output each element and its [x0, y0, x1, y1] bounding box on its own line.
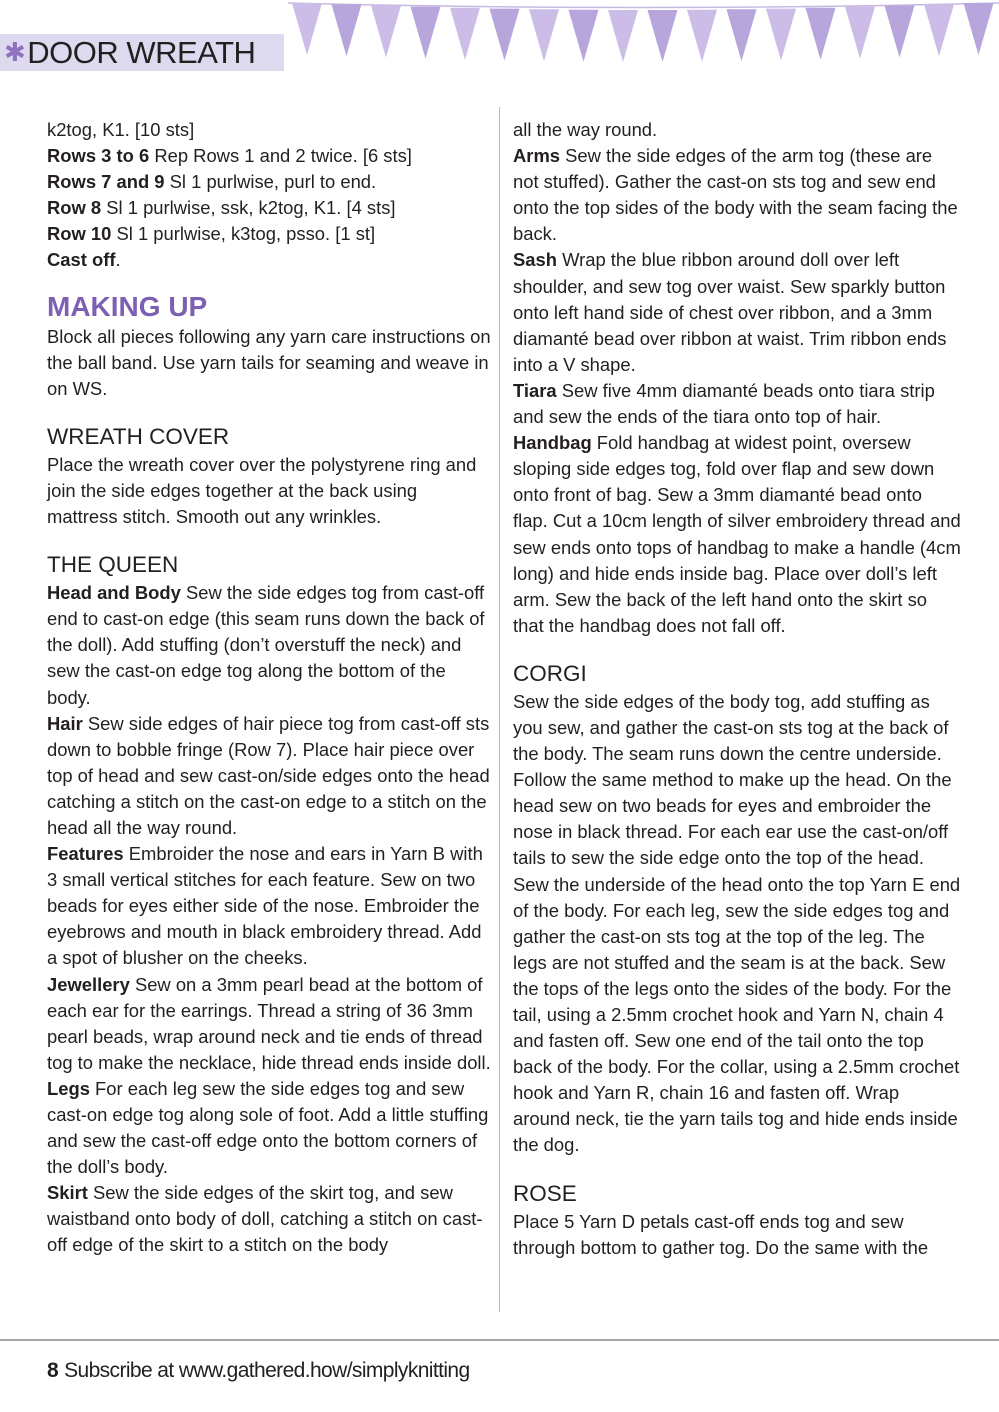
bunting-flag [687, 10, 717, 62]
making-up-text: Block all pieces following any yarn care instructions on the ball band. Use yarn tails for seaming and weave in on WS. [47, 325, 491, 399]
paragraph-handbag: Handbag Fold handbag at widest point, oversew sloping side edges tog, fold over flap and sew down onto front of bag. Sew a 3mm diamanté bead onto flap. Cut a 10cm length of silver embroidery thread and sew ends onto tops of handbag to make a handle (4cm long) and hide ends inside bag. Place over doll’s left arm. Sew the back of the left hand onto the skirt so that the handbag does not fall off. [513, 432, 961, 636]
footer-rule [0, 1339, 999, 1341]
bunting-decoration [288, 0, 999, 70]
paragraph-sash: Sash Wrap the blue ribbon around doll over left shoulder, and sew tog over waist. Sew sparkly button onto left hand side of chest over ribbon, and a 3mm diamanté bead over ribbon at waist. Trim ribbon ends into a V shape. [513, 249, 947, 375]
column-divider [499, 107, 500, 1312]
page-number: 8 [47, 1359, 59, 1382]
pattern-line: Rows 3 to 6 Rep Rows 1 and 2 twice. [6 sts] [47, 145, 412, 167]
bunting-flag [529, 9, 559, 61]
left-column [47, 117, 492, 1259]
pattern-line: k2tog, K1. [10 sts] [47, 119, 195, 140]
paragraph-hair: Hair Sew side edges of hair piece tog from cast-off sts down to bobble fringe (Row 7). Place hair piece over top of head and sew cast-on/side edges onto the head catching a stitch on the cast-on edge to a stitch on the head all the way round. [47, 712, 490, 838]
bunting-flag [411, 7, 441, 59]
bunting-flag [885, 6, 915, 58]
pattern-line: Rows 7 and 9 Sl 1 purlwise, purl to end. [47, 171, 377, 193]
heading-the-queen: THE QUEEN [47, 552, 179, 578]
bunting-flag [292, 3, 322, 55]
bunting-flag [845, 7, 875, 59]
bunting-flag [490, 9, 520, 61]
bunting-flag [806, 8, 836, 60]
wreath-cover-text: Place the wreath cover over the polystyrene ring and join the side edges together at the back using mattress stitch. Smooth out any wrinkles. [47, 453, 477, 528]
bunting-flag [332, 4, 362, 56]
star-icon: ✱ [4, 37, 26, 67]
bunting-flag [371, 6, 401, 58]
subscribe-link[interactable]: Subscribe at www.gathered.how/simplyknitting [64, 1359, 470, 1382]
bunting-flag [450, 8, 480, 60]
section-title-text: DOOR WREATH [27, 35, 256, 70]
footer [47, 1356, 470, 1386]
section-title [4, 34, 255, 71]
corgi-text: Sew the side edges of the body tog, add stuffing as you sew, and gather the cast-on sts tog at the back of the body. The seam runs down the centre underside. Follow the same method to make up the head. On the head sew on two beads for eyes and embroider the nose in black thread. For each ear use the cast-on/off tails to sew the side edge onto the top of the head. Sew the underside of the head onto the top Yarn E end of the body. For each leg, sew the side edges tog and gather the cast-on sts tog at the top of the leg. The legs are not stuffed and the seam is at the back. Sew the tops of the legs onto the sides of the body. For the tail, using a 2.5mm crochet hook and Yarn N, chain 4 and fasten off. Sew one end of the tail onto the top back of the body. For the collar, using a 2.5mm crochet hook and Yarn R, chain 16 and fasten off. Wrap around neck, tie the yarn tails tog and hide ends inside the dog. [513, 690, 961, 1156]
heading-wreath-cover: WREATH COVER [47, 423, 230, 449]
bunting-flag [964, 3, 994, 55]
heading-making-up: MAKING UP [47, 290, 208, 322]
pattern-line: Row 8 Sl 1 purlwise, ssk, k2tog, K1. [4 sts] [47, 197, 396, 219]
heading-corgi: CORGI [513, 660, 587, 686]
paragraph-legs: Legs For each leg sew the side edges tog and sew cast-on edge tog along sole of foot. Add a little stuffing and sew the cast-off edge onto the bottom corners of the doll’s body. [47, 1077, 489, 1178]
paragraph-head-body: Head and Body Sew the side edges tog from cast-off end to cast-on edge (this seam runs down the back of the doll). Add stuffing (don’t overstuff the neck) and sew the cast-on edge tog along the bottom of the body. [47, 582, 485, 708]
paragraph-arms: Arms Sew the side edges of the arm tog (these are not stuffed). Gather the cast-on sts tog and sew end onto the top sides of the body with the seam facing the back. [513, 145, 958, 245]
bunting-flag [608, 10, 638, 62]
paragraph-features: Features Embroider the nose and ears in Yarn B with 3 small vertical stitches for each feature. Sew on two beads for eyes either side of the nose. Embroider the eyebrows and mouth in black embroidery thread. Add a spot of blusher on the cheeks. [47, 843, 483, 969]
bunting-flag [727, 9, 757, 61]
pattern-line: Row 10 Sl 1 purlwise, k3tog, psso. [1 st] [47, 223, 376, 245]
right-column [513, 117, 961, 1261]
bunting-flag [648, 10, 678, 62]
continued-text: all the way round. [513, 119, 658, 140]
bunting-flag [924, 4, 954, 56]
paragraph-tiara: Tiara Sew five 4mm diamanté beads onto tiara strip and sew the ends of the tiara onto top of hair. [513, 379, 935, 428]
bunting-flag [766, 9, 796, 61]
paragraph-jewellery: Jewellery Sew on a 3mm pearl bead at the bottom of each ear for the earrings. Thread a string of 36 3mm pearl beads, wrap around neck and tie ends of thread tog to make the necklace, hide thread ends inside doll. [47, 973, 491, 1073]
paragraph-skirt: Skirt Sew the side edges of the skirt tog, and sew waistband onto body of doll, catching a stitch on cast-off edge of the skirt to a stitch on the body [47, 1182, 483, 1256]
pattern-line: Cast off. [47, 249, 121, 271]
rose-text: Place 5 Yarn D petals cast-off ends tog and sew through bottom to gather tog. Do the same with the [513, 1210, 929, 1258]
heading-rose: ROSE [513, 1180, 577, 1206]
bunting-flag [569, 10, 599, 62]
